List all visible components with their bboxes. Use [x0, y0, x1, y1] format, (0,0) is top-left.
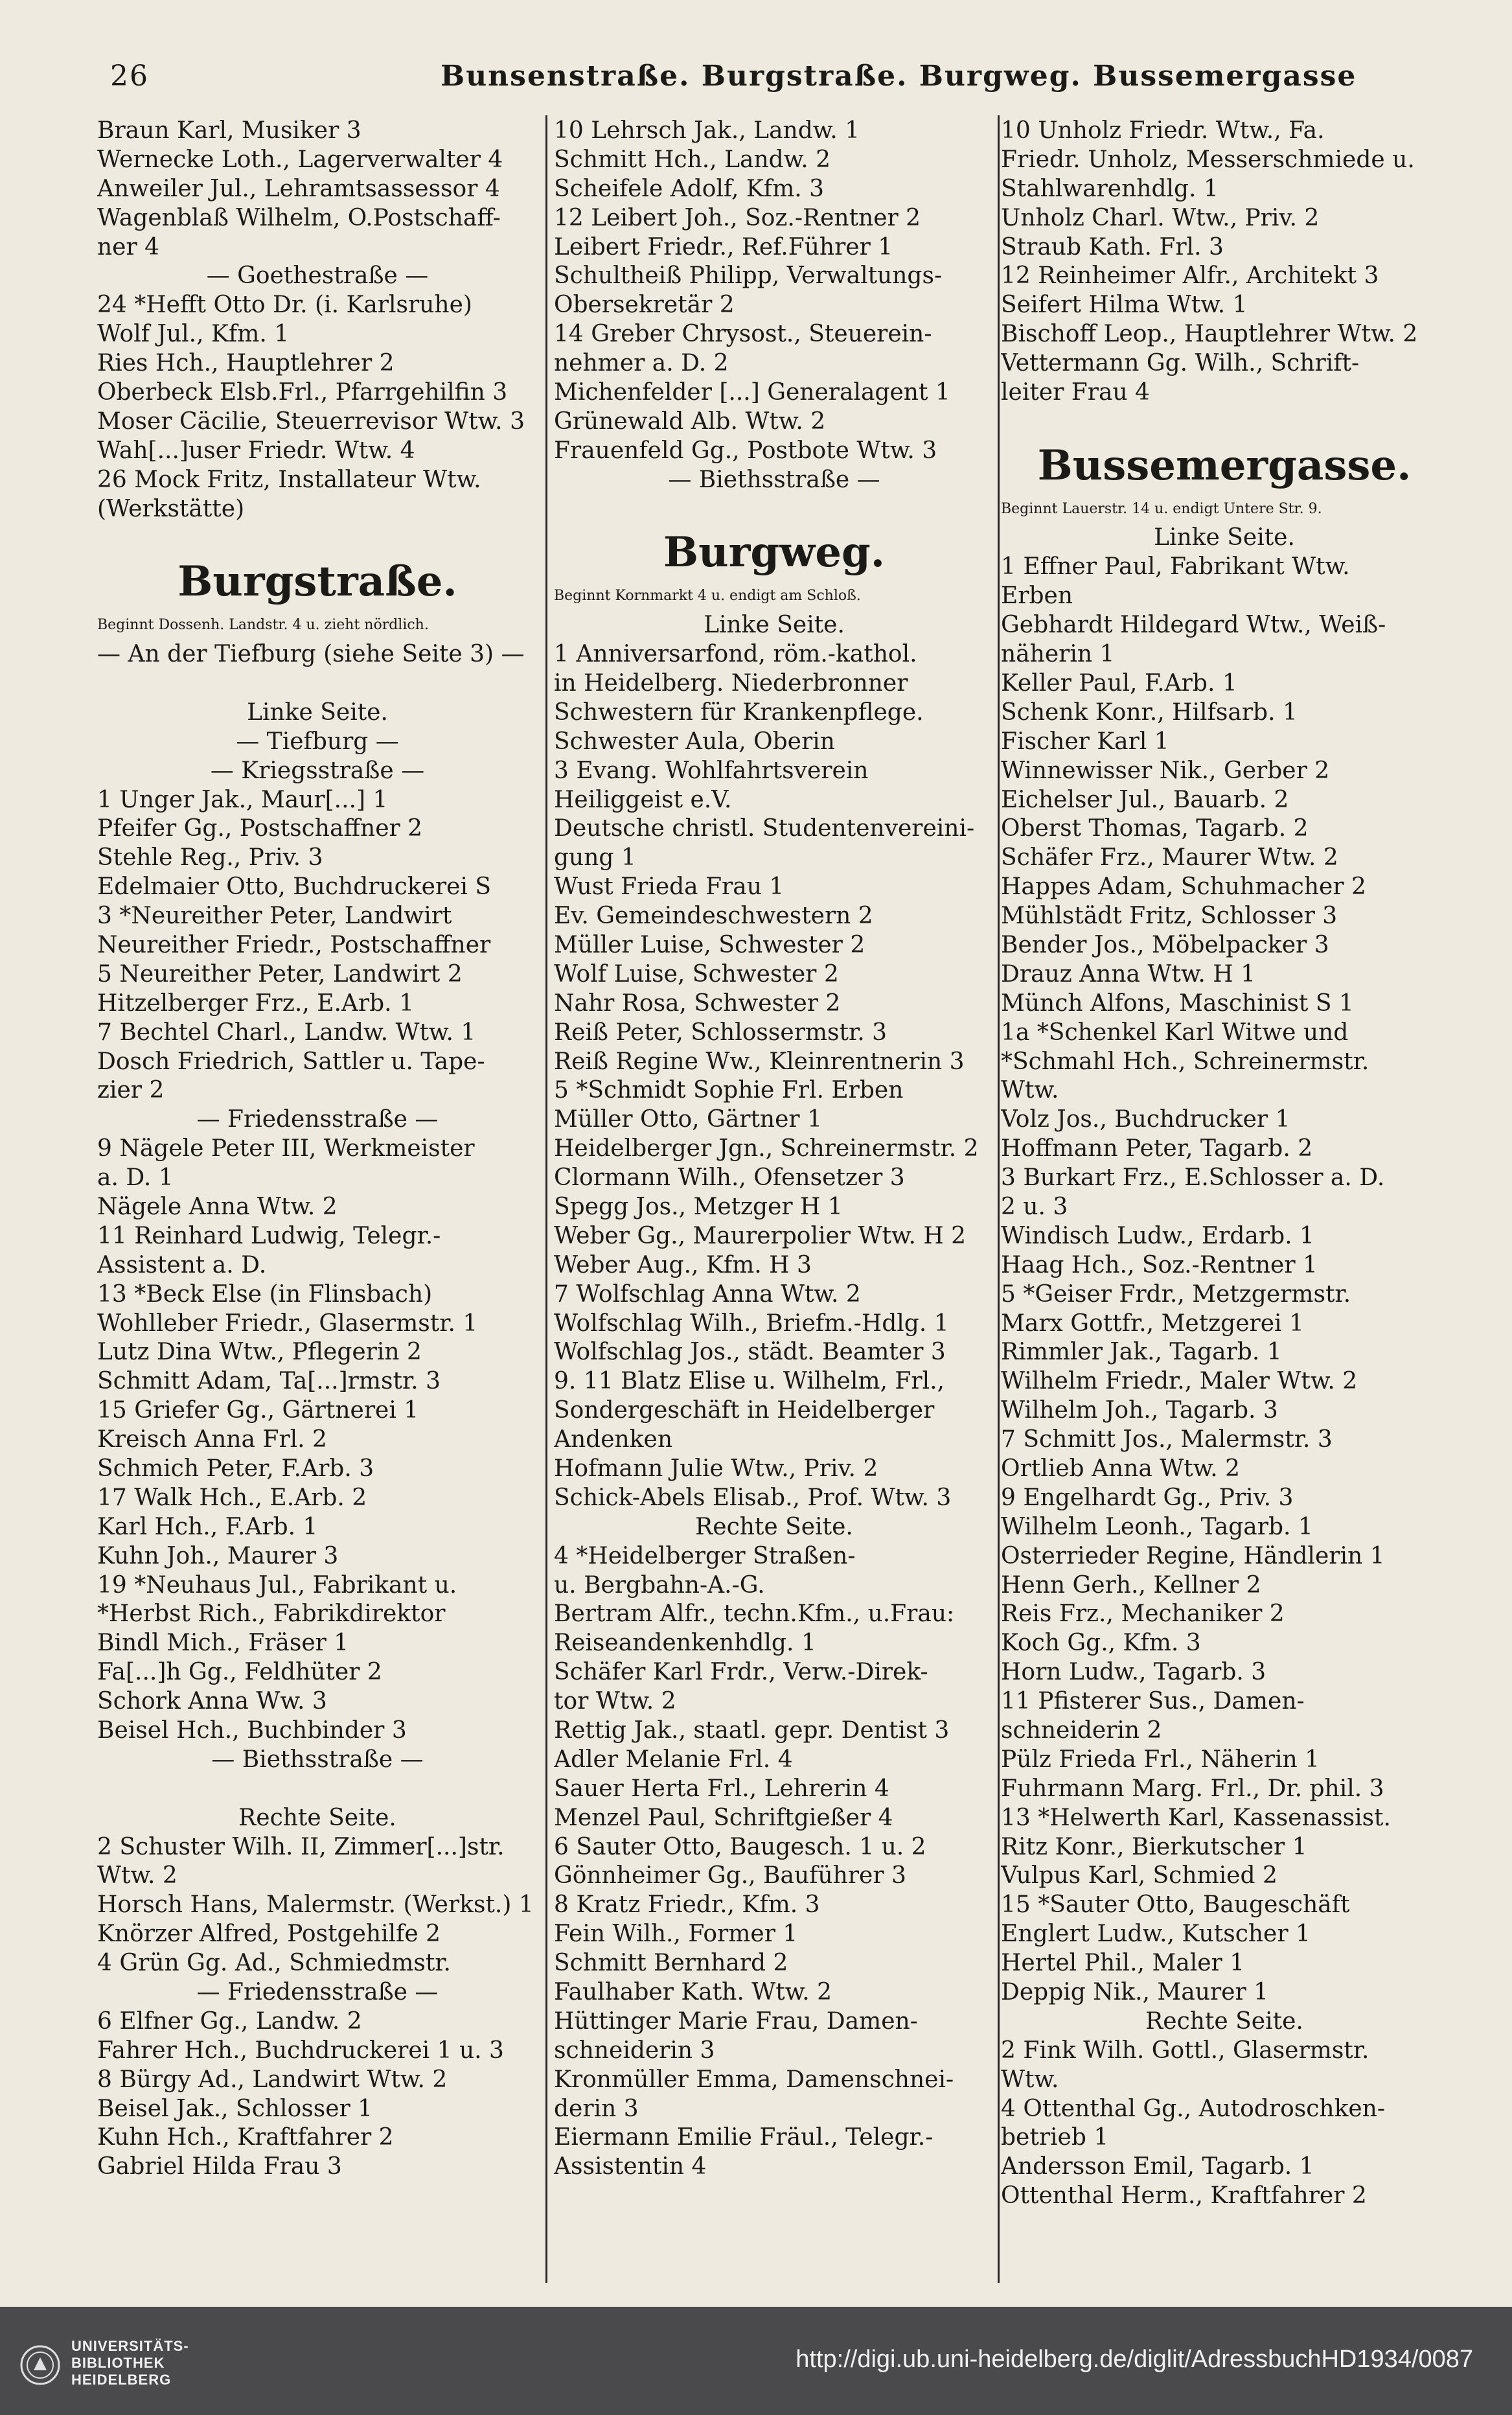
- directory-entry: 7 Schmitt Jos., Malermstr. 3: [1001, 1426, 1333, 1453]
- section-marker: — Kriegsstraße —: [210, 757, 425, 784]
- directory-entry: Deutsche christl. Studentenvereini-: [554, 815, 975, 842]
- directory-entry: Neureither Friedr., Postschaffner: [97, 931, 491, 958]
- directory-entry: in Heidelberg. Niederbronner: [554, 669, 908, 697]
- directory-entry: Schenk Konr., Hilfsarb. 1: [1001, 699, 1298, 726]
- directory-entry: Keller Paul, F.Arb. 1: [1001, 669, 1237, 697]
- directory-entry: Friedr. Unholz, Messerschmiede u.: [1001, 146, 1415, 173]
- directory-entry: Hüttinger Marie Frau, Damen-: [554, 2007, 918, 2035]
- directory-entry: Münch Alfons, Maschinist S 1: [1001, 989, 1354, 1017]
- directory-entry: Clormann Wilh., Ofensetzer 3: [554, 1164, 905, 1192]
- directory-entry: Scheifele Adolf, Kfm. 3: [554, 175, 825, 202]
- directory-entry: Winnewisser Nik., Gerber 2: [1001, 757, 1330, 784]
- directory-entry: 26 Mock Fritz, Installateur Wtw.: [97, 466, 481, 493]
- directory-entry: Hoffmann Peter, Tagarb. 2: [1001, 1135, 1313, 1162]
- directory-entry: Bertram Alfr., techn.Kfm., u.Frau:: [554, 1600, 955, 1628]
- directory-entry: Wtw.: [1001, 1077, 1059, 1104]
- directory-entry: 15 *Sauter Otto, Baugeschäft: [1001, 1891, 1350, 1919]
- directory-entry: 5 *Geiser Frdr., Metzgermstr.: [1001, 1280, 1351, 1308]
- directory-entry: Hofmann Julie Wtw., Priv. 2: [554, 1455, 878, 1482]
- directory-entry: Windisch Ludw., Erdarb. 1: [1001, 1222, 1314, 1249]
- directory-entry: Beisel Jak., Schlosser 1: [97, 2095, 373, 2122]
- directory-entry: nehmer a. D. 2: [554, 350, 729, 377]
- directory-entry: Bender Jos., Möbelpacker 3: [1001, 931, 1329, 958]
- directory-entry: 8 Kratz Friedr., Kfm. 3: [554, 1891, 820, 1919]
- directory-entry: Pülz Frieda Frl., Näherin 1: [1001, 1746, 1320, 1773]
- directory-entry: Schwestern für Krankenpflege.: [554, 699, 924, 726]
- directory-entry: Weber Gg., Maurerpolier Wtw. H 2: [554, 1222, 967, 1249]
- directory-entry: Beginnt Dossenh. Landstr. 4 u. zieht nördlich.: [97, 617, 429, 634]
- section-heading: Bussemergasse.: [1037, 441, 1412, 490]
- directory-entry: 5 *Schmidt Sophie Frl. Erben: [554, 1077, 904, 1104]
- directory-entry: Braun Karl, Musiker 3: [97, 117, 361, 144]
- directory-entry: Beisel Hch., Buchbinder 3: [97, 1717, 407, 1744]
- directory-entry: 10 Lehrsch Jak., Landw. 1: [554, 117, 860, 144]
- directory-entry: Schwester Aula, Oberin: [554, 728, 835, 755]
- directory-entry: 1a *Schenkel Karl Witwe und: [1001, 1019, 1349, 1046]
- column-divider: [545, 115, 547, 2283]
- section-marker: Rechte Seite.: [238, 1804, 396, 1831]
- directory-entry: 11 Reinhard Ludwig, Telegr.-: [97, 1222, 441, 1249]
- directory-entry: Osterrieder Regine, Händlerin 1: [1001, 1542, 1385, 1569]
- directory-entry: Edelmaier Otto, Buchdruckerei S: [97, 873, 492, 901]
- directory-entry: Deppig Nik., Maurer 1: [1001, 1979, 1268, 2006]
- directory-entry: gung 1: [554, 844, 636, 872]
- directory-entry: Rimmler Jak., Tagarb. 1: [1001, 1339, 1282, 1366]
- directory-entry: 9. 11 Blatz Elise u. Wilhelm, Frl.,: [554, 1368, 945, 1395]
- directory-entry: Hitzelberger Frz., E.Arb. 1: [97, 989, 414, 1017]
- directory-entry: [1001, 408, 1448, 437]
- directory-entry: Spegg Jos., Metzger H 1: [554, 1193, 843, 1220]
- directory-entry: Anweiler Jul., Lehramtsassessor 4: [97, 175, 500, 202]
- directory-entry: Schork Anna Ww. 3: [97, 1688, 327, 1715]
- column-middle: [554, 117, 994, 2281]
- section-marker: Rechte Seite.: [1145, 2007, 1303, 2035]
- directory-entry: 13 *Helwerth Karl, Kassenassist.: [1001, 1804, 1391, 1831]
- page-number: 26: [110, 60, 149, 93]
- directory-entry: leiter Frau 4: [1001, 379, 1150, 406]
- directory-entry: Oberbeck Elsb.Frl., Pfarrgehilfin 3: [97, 379, 508, 406]
- directory-entry: [97, 1775, 538, 1804]
- directory-entry: Assistent a. D.: [97, 1251, 267, 1278]
- directory-entry: Müller Luise, Schwester 2: [554, 931, 865, 958]
- directory-entry: Lutz Dina Wtw., Pflegerin 2: [97, 1339, 422, 1366]
- directory-entry: Reiseandenkenhdlg. 1: [554, 1630, 816, 1657]
- directory-entry: *Schmahl Hch., Schreinermstr.: [1001, 1048, 1369, 1075]
- directory-entry: Rettig Jak., staatl. gepr. Dentist 3: [554, 1717, 950, 1744]
- directory-entry: Wolfschlag Wilh., Briefm.-Hdlg. 1: [554, 1310, 949, 1337]
- column-right: [1001, 117, 1448, 2281]
- library-name-line: UNIVERSITÄTS-: [71, 2338, 189, 2354]
- directory-entry: 12 Leibert Joh., Soz.-Rentner 2: [554, 204, 921, 231]
- directory-entry: Ev. Gemeindeschwestern 2: [554, 903, 873, 930]
- directory-entry: 7 Wolfschlag Anna Wtw. 2: [554, 1280, 861, 1308]
- directory-entry: 3 Evang. Wohlfahrtsverein: [554, 757, 869, 784]
- directory-entry: Moser Cäcilie, Steuerrevisor Wtw. 3: [97, 408, 525, 435]
- directory-entry: Eichelser Jul., Bauarb. 2: [1001, 786, 1289, 813]
- directory-entry: Haag Hch., Soz.-Rentner 1: [1001, 1251, 1318, 1278]
- directory-entry: 6 Sauter Otto, Baugesch. 1 u. 2: [554, 1833, 926, 1860]
- directory-entry: Wagenblaß Wilhelm, O.Postschaff-: [97, 204, 501, 231]
- directory-entry: [554, 495, 994, 524]
- directory-entry: [97, 669, 538, 699]
- directory-entry: Heiliggeist e.V.: [554, 786, 732, 813]
- directory-entry: Pfeifer Gg., Postschaffner 2: [97, 815, 423, 842]
- directory-entry: Dosch Friedrich, Sattler u. Tape-: [97, 1048, 485, 1075]
- directory-entry: schneiderin 2: [1001, 1717, 1162, 1744]
- directory-entry: Horsch Hans, Malermstr. (Werkst.) 1: [97, 1891, 534, 1919]
- directory-entry: Ottenthal Herm., Kraftfahrer 2: [1001, 2182, 1367, 2210]
- directory-entry: Ritz Konr., Bierkutscher 1: [1001, 1833, 1307, 1860]
- directory-entry: Frauenfeld Gg., Postbote Wtw. 3: [554, 437, 937, 464]
- column-left: [97, 117, 538, 2281]
- directory-entry: Wah[...]user Friedr. Wtw. 4: [97, 437, 415, 464]
- directory-entry: 10 Unholz Friedr. Wtw., Fa.: [1001, 117, 1325, 144]
- directory-entry: 12 Reinheimer Alfr., Architekt 3: [1001, 262, 1379, 290]
- directory-entry: Wohlleber Friedr., Glasermstr. 1: [97, 1310, 478, 1337]
- directory-entry: Knörzer Alfred, Postgehilfe 2: [97, 1921, 441, 1948]
- directory-entry: Heidelberger Jgn., Schreinermstr. 2: [554, 1135, 979, 1162]
- directory-entry: Fuhrmann Marg. Frl., Dr. phil. 3: [1001, 1775, 1384, 1802]
- directory-entry: Vulpus Karl, Schmied 2: [1001, 1862, 1277, 1889]
- directory-entry: Nahr Rosa, Schwester 2: [554, 989, 841, 1017]
- directory-entry: Horn Ludw., Tagarb. 3: [1001, 1659, 1266, 1686]
- directory-entry: betrieb 1: [1001, 2124, 1109, 2151]
- directory-entry: Reiß Regine Ww., Kleinrentnerin 3: [554, 1048, 965, 1075]
- section-marker: Linke Seite.: [704, 612, 845, 639]
- directory-entry: Wolfschlag Jos., städt. Beamter 3: [554, 1339, 946, 1366]
- directory-entry: Sauer Herta Frl., Lehrerin 4: [554, 1775, 889, 1802]
- directory-entry: Wolf Luise, Schwester 2: [554, 960, 839, 988]
- section-heading: Burgstraße.: [178, 557, 457, 607]
- directory-entry: Schick-Abels Elisab., Prof. Wtw. 3: [554, 1484, 952, 1511]
- directory-entry: 7 Bechtel Charl., Landw. Wtw. 1: [97, 1019, 476, 1046]
- directory-entry: Müller Otto, Gärtner 1: [554, 1106, 822, 1133]
- directory-entry: Menzel Paul, Schriftgießer 4: [554, 1804, 893, 1831]
- directory-entry: 15 Griefer Gg., Gärtnerei 1: [97, 1397, 419, 1424]
- section-marker: Linke Seite.: [247, 699, 388, 726]
- directory-entry: Reiß Peter, Schlossermstr. 3: [554, 1019, 888, 1046]
- directory-entry: Wolf Jul., Kfm. 1: [97, 321, 290, 348]
- directory-entry: Kuhn Joh., Maurer 3: [97, 1542, 339, 1569]
- directory-entry: 2 u. 3: [1001, 1193, 1068, 1220]
- directory-entry: Beginnt Kornmarkt 4 u. endigt am Schloß.: [554, 588, 861, 605]
- directory-entry: Assistentin 4: [554, 2153, 707, 2180]
- directory-entry: Adler Melanie Frl. 4: [554, 1746, 793, 1773]
- section-marker: — Biethsstraße —: [668, 466, 880, 493]
- source-url-link[interactable]: http://digi.ub.uni-heidelberg.de/diglit/AdressbuchHD1934/0087: [796, 2346, 1473, 2373]
- directory-entry: 13 *Beck Else (in Flinsbach): [97, 1280, 433, 1308]
- directory-entry: Straub Kath. Frl. 3: [1001, 233, 1224, 260]
- directory-entry: Leibert Friedr., Ref.Führer 1: [554, 233, 893, 260]
- directory-entry: Henn Gerh., Kellner 2: [1001, 1571, 1261, 1599]
- section-marker: Linke Seite.: [1154, 524, 1295, 551]
- directory-entry: Happes Adam, Schuhmacher 2: [1001, 873, 1366, 901]
- directory-entry: Koch Gg., Kfm. 3: [1001, 1630, 1201, 1657]
- column-divider: [998, 115, 1000, 2283]
- directory-entry: Michenfelder [...] Generalagent 1: [554, 379, 950, 406]
- directory-entry: 14 Greber Chrysost., Steuerein-: [554, 321, 932, 348]
- directory-entry: Weber Aug., Kfm. H 3: [554, 1251, 812, 1278]
- directory-entry: 8 Bürgy Ad., Landwirt Wtw. 2: [97, 2066, 448, 2093]
- directory-entry: zier 2: [97, 1077, 165, 1104]
- directory-entry: Andenken: [554, 1426, 673, 1453]
- directory-entry: Bischoff Leop., Hauptlehrer Wtw. 2: [1001, 321, 1418, 348]
- directory-entry: Sondergeschäft in Heidelberger: [554, 1397, 935, 1424]
- directory-entry: (Werkstätte): [97, 495, 245, 522]
- directory-entry: Bindl Mich., Fräser 1: [97, 1630, 349, 1657]
- section-marker: — Biethsstraße —: [211, 1746, 424, 1773]
- directory-entry: 2 Fink Wilh. Gottl., Glasermstr.: [1001, 2037, 1369, 2064]
- directory-entry: Beginnt Lauerstr. 14 u. endigt Untere Str. 9.: [1001, 500, 1322, 517]
- directory-entry: Ries Hch., Hauptlehrer 2: [97, 350, 395, 377]
- library-name: [71, 2338, 189, 2388]
- directory-entry: Kuhn Hch., Kraftfahrer 2: [97, 2124, 394, 2151]
- directory-entry: Karl Hch., F.Arb. 1: [97, 1513, 318, 1540]
- directory-entry: Mühlstädt Fritz, Schlosser 3: [1001, 903, 1338, 930]
- directory-entry: [97, 524, 538, 553]
- directory-entry: derin 3: [554, 2095, 639, 2122]
- directory-entry: Erben: [1001, 583, 1073, 610]
- directory-entry: a. D. 1: [97, 1164, 174, 1192]
- directory-entry: Marx Gottfr., Metzgerei 1: [1001, 1310, 1304, 1337]
- directory-entry: 9 Nägele Peter III, Werkmeister: [97, 1135, 475, 1162]
- directory-entry: Wust Frieda Frau 1: [554, 873, 785, 901]
- directory-entry: Kreisch Anna Frl. 2: [97, 1426, 327, 1453]
- directory-entry: ner 4: [97, 233, 160, 260]
- directory-entry: Schmitt Adam, Ta[...]rmstr. 3: [97, 1368, 441, 1395]
- directory-entry: Englert Ludw., Kutscher 1: [1001, 1921, 1311, 1948]
- directory-entry: Schäfer Karl Frdr., Verw.-Direk-: [554, 1659, 928, 1686]
- library-name-line: HEIDELBERG: [71, 2372, 172, 2388]
- directory-entry: näherin 1: [1001, 641, 1115, 668]
- directory-entry: Vettermann Gg. Wilh., Schrift-: [1001, 350, 1360, 377]
- directory-entry: 24 *Hefft Otto Dr. (i. Karlsruhe): [97, 292, 472, 319]
- directory-entry: Wtw. 2: [97, 1862, 178, 1889]
- section-marker: — Friedensstraße —: [196, 1106, 439, 1133]
- directory-entry: Kronmüller Emma, Damenschnei-: [554, 2066, 954, 2093]
- directory-entry: *Herbst Rich., Fabrikdirektor: [97, 1600, 446, 1628]
- directory-entry: Drauz Anna Wtw. H 1: [1001, 960, 1256, 988]
- directory-entry: Nägele Anna Wtw. 2: [97, 1193, 338, 1220]
- directory-entry: Andersson Emil, Tagarb. 1: [1001, 2153, 1314, 2180]
- directory-entry: Schmitt Bernhard 2: [554, 1950, 788, 1977]
- directory-entry: u. Bergbahn-A.-G.: [554, 1571, 765, 1599]
- directory-entry: Schmitt Hch., Landw. 2: [554, 146, 831, 173]
- library-name-line: BIBLIOTHEK: [71, 2355, 165, 2371]
- directory-entry: Fahrer Hch., Buchdruckerei 1 u. 3: [97, 2037, 504, 2064]
- directory-entry: Eiermann Emilie Fräul., Telegr.-: [554, 2124, 934, 2151]
- directory-entry: Oberst Thomas, Tagarb. 2: [1001, 815, 1309, 842]
- directory-entry: Obersekretär 2: [554, 292, 735, 319]
- directory-entry: 5 Neureither Peter, Landwirt 2: [97, 960, 463, 988]
- directory-entry: 1 Anniversarfond, röm.-kathol.: [554, 641, 917, 668]
- directory-entry: Wernecke Loth., Lagerverwalter 4: [97, 146, 503, 173]
- directory-entry: Wilhelm Leonh., Tagarb. 1: [1001, 1513, 1313, 1540]
- directory-entry: Stehle Reg., Priv. 3: [97, 844, 323, 872]
- directory-entry: 9 Engelhardt Gg., Priv. 3: [1001, 1484, 1294, 1511]
- directory-entry: 1 Effner Paul, Fabrikant Wtw.: [1001, 553, 1350, 581]
- directory-entry: Faulhaber Kath. Wtw. 2: [554, 1979, 832, 2006]
- directory-entry: Reis Frz., Mechaniker 2: [1001, 1600, 1285, 1628]
- directory-entry: Hertel Phil., Maler 1: [1001, 1950, 1245, 1977]
- directory-entry: Ortlieb Anna Wtw. 2: [1001, 1455, 1241, 1482]
- directory-entry: 4 Grün Gg. Ad., Schmiedmstr.: [97, 1950, 451, 1977]
- directory-entry: 11 Pfisterer Sus., Damen-: [1001, 1688, 1305, 1715]
- section-marker: — Friedensstraße —: [196, 1979, 439, 2006]
- page-title: Bunsenstraße. Burgstraße. Burgweg. Bussemergasse: [441, 60, 1357, 93]
- directory-entry: 17 Walk Hch., E.Arb. 2: [97, 1484, 367, 1511]
- section-marker: — Goethestraße —: [206, 262, 429, 290]
- section-heading: Burgweg.: [663, 528, 885, 577]
- directory-entry: 6 Elfner Gg., Landw. 2: [97, 2007, 362, 2035]
- directory-entry: schneiderin 3: [554, 2037, 715, 2064]
- directory-entry: Wilhelm Joh., Tagarb. 3: [1001, 1397, 1278, 1424]
- directory-entry: Wtw.: [1001, 2066, 1059, 2093]
- section-marker: — Tiefburg —: [236, 728, 399, 755]
- directory-entry: Gönnheimer Gg., Bauführer 3: [554, 1862, 906, 1889]
- university-seal-icon: [19, 2344, 61, 2386]
- page-header: [97, 60, 1438, 105]
- directory-entry: Schultheiß Philipp, Verwaltungs-: [554, 262, 943, 290]
- directory-entry: 4 *Heidelberger Straßen-: [554, 1542, 856, 1569]
- directory-entry: Gabriel Hilda Frau 3: [97, 2153, 342, 2180]
- directory-entry: Gebhardt Hildegard Wtw., Weiß-: [1001, 612, 1386, 639]
- directory-entry: Stahlwarenhdlg. 1: [1001, 175, 1219, 202]
- section-marker: Rechte Seite.: [695, 1513, 853, 1540]
- directory-entry: Unholz Charl. Wtw., Priv. 2: [1001, 204, 1320, 231]
- library-footer-bar: [0, 2307, 1512, 2415]
- directory-entry: Fein Wilh., Former 1: [554, 1921, 798, 1948]
- directory-entry: tor Wtw. 2: [554, 1688, 676, 1715]
- directory-entry: Wilhelm Friedr., Maler Wtw. 2: [1001, 1368, 1358, 1395]
- directory-entry: Seifert Hilma Wtw. 1: [1001, 292, 1248, 319]
- directory-entry: 4 Ottenthal Gg., Autodroschken-: [1001, 2095, 1386, 2122]
- directory-entry: 2 Schuster Wilh. II, Zimmer[...]str.: [97, 1833, 505, 1860]
- directory-entry: Grünewald Alb. Wtw. 2: [554, 408, 826, 435]
- directory-entry: 19 *Neuhaus Jul., Fabrikant u.: [97, 1571, 457, 1599]
- directory-entry: Schmich Peter, F.Arb. 3: [97, 1455, 374, 1482]
- directory-entry: Volz Jos., Buchdrucker 1: [1001, 1106, 1290, 1133]
- directory-entry: — An der Tiefburg (siehe Seite 3) —: [97, 641, 525, 668]
- directory-entry: Schäfer Frz., Maurer Wtw. 2: [1001, 844, 1338, 872]
- directory-entry: Fa[...]h Gg., Feldhüter 2: [97, 1659, 382, 1686]
- directory-entry: 3 Burkart Frz., E.Schlosser a. D.: [1001, 1164, 1385, 1192]
- directory-entry: 3 *Neureither Peter, Landwirt: [97, 903, 452, 930]
- directory-entry: Fischer Karl 1: [1001, 728, 1169, 755]
- directory-entry: 1 Unger Jak., Maur[...] 1: [97, 786, 388, 813]
